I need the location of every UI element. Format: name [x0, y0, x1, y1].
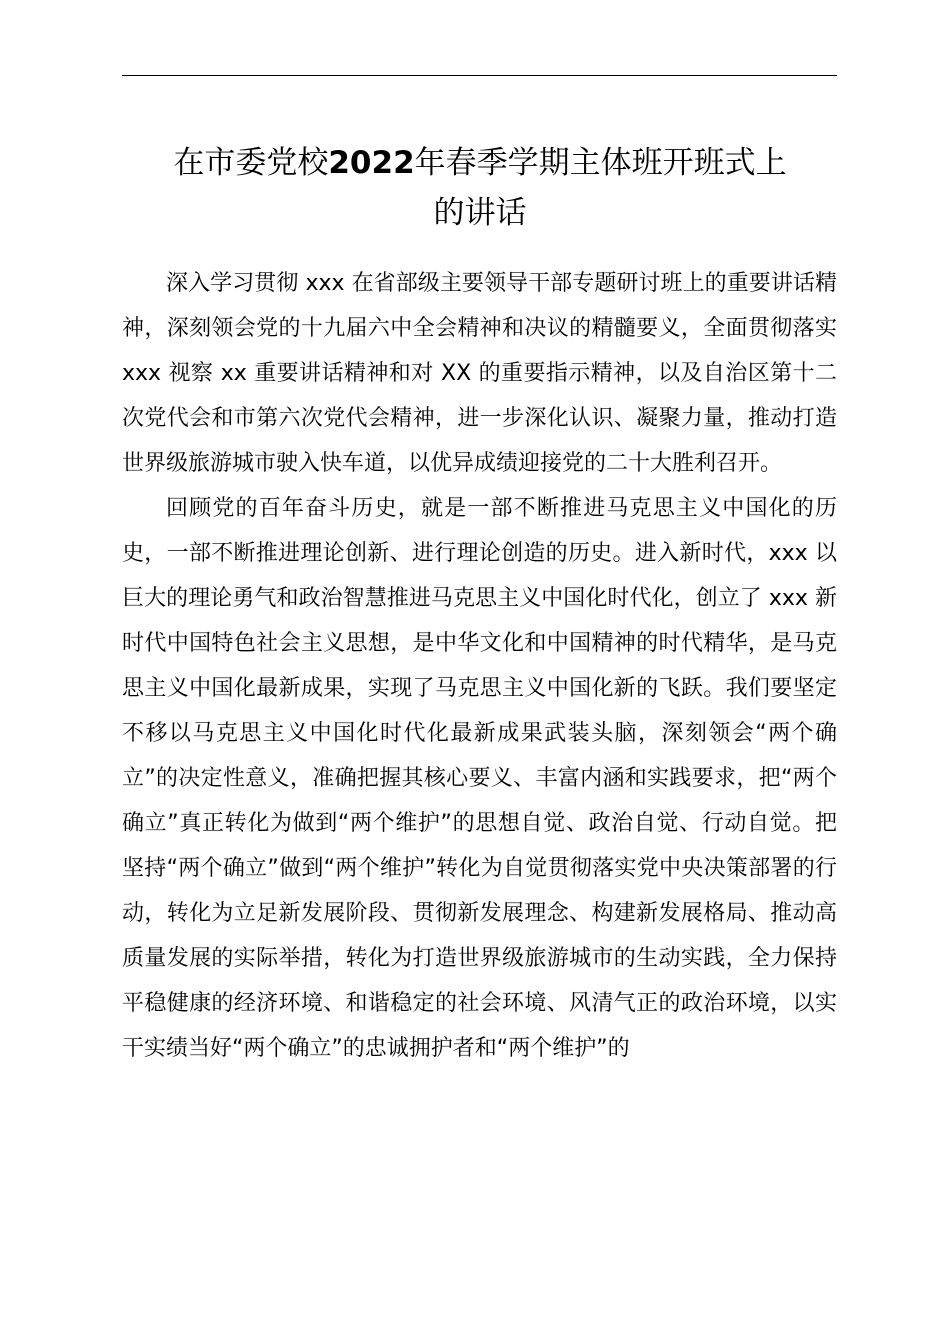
title-line1-rest: 年春季学期主体班开班式上: [414, 145, 787, 181]
title-year: 2022: [328, 145, 415, 181]
document-body: [122, 261, 837, 1071]
paragraph-2: 回顾党的百年奋斗历史，就是一部不断推进马克思主义中国化的历史，一部不断推进理论创新、进行理论创造的历史。进入新时代，xxx 以巨大的理论勇气和政治智慧推进马克思主义中国化时代化，创立了 xxx 新时代中国特色社会主义思想，是中华文化和中国精神的时代精华，是马克思主义中国化最新成果，实现了马克思主义中国化新的飞跃。我们要坚定不移以马克思主义中国化时代化最新成果武装头脑，深刻领会“两个确立”的决定性意义，准确把握其核心要义、丰富内涵和实践要求，把“两个确立”真正转化为做到“两个维护”的思想自觉、政治自觉、行动自觉。把坚持“两个确立”做到“两个维护”转化为自觉贯彻落实党中央决策部署的行动，转化为立足新发展阶段、贯彻新发展理念、构建新发展格局、推动高质量发展的实际举措，转化为打造世界级旅游城市的生动实践，全力保持平稳健康的经济环境、和谐稳定的社会环境、风清气正的政治环境，以实干实绩当好“两个确立”的忠诚拥护者和“两个维护”的: [122, 496, 837, 1061]
page-title: [115, 138, 845, 238]
title-line2: 的讲话: [433, 195, 527, 231]
header-rule: [122, 75, 837, 76]
title-prefix: 在市委党校: [173, 145, 329, 181]
paragraph-1: 深入学习贯彻 xxx 在省部级主要领导干部专题研讨班上的重要讲话精神，深刻领会党的十九届六中全会精神和决议的精髓要义，全面贯彻落实 xxx 视察 xx 重要讲话精神和对 XX 的重要指示精神，以及自治区第十二次党代会和市第六次党代会精神，进一步深化认识、凝聚力量，推动打造世界级旅游城市驶入快车道，以优异成绩迎接党的二十大胜利召开。: [122, 271, 837, 476]
